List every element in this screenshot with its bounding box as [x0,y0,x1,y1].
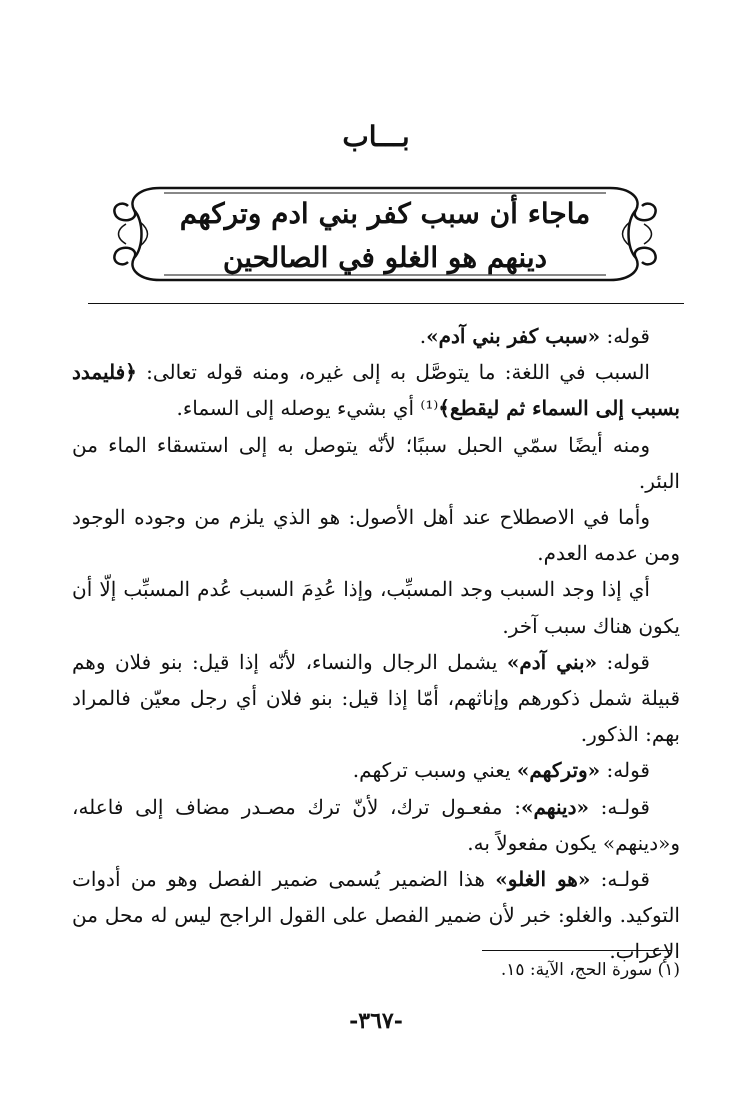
paragraph-text: أي إذا وجد السبب وجد المسبِّب، وإذا عُدِمَ السبب عُدم المسبِّب إلّا أن يكون هناك سبب آخر. [72,577,680,638]
title-divider [88,303,684,304]
paragraph-text: قوله: [600,324,650,348]
page-number: -٣٦٧- [349,1008,403,1034]
paragraph-bold: «سبب كفر بني آدم» [426,324,601,348]
footnote: (١) سورة الحج، الآية: ١٥. [500,960,680,980]
title-line-1: ماجاء أن سبب كفر بني ادم وتركهم [179,197,591,230]
chapter-title [160,192,610,280]
paragraph-text: قولـه: [588,794,650,819]
paragraph [72,499,680,571]
body-text [72,318,680,970]
paragraph [72,427,680,499]
paragraph-bold: «هو الغلو» [495,867,591,892]
paragraph [72,571,680,643]
paragraph-text: ومنه أيضًا سمّي الحبل سببًا؛ لأنّه يتوصل به إلى استسقاء الماء من البئر. [72,432,680,493]
paragraph [72,789,680,861]
paragraph-text: السبب في اللغة: ما يتوصَّل به إلى غيره، ومنه قوله تعالى: [136,360,650,385]
paragraph-text: قوله: [600,758,650,783]
paragraph-text: يعني وسبب تركهم. [352,758,517,783]
title-frame [100,180,670,288]
paragraph [72,354,680,426]
paragraph-bold: «وتركهم» [516,758,601,783]
quran-verse: ﴿فليمدد بسبب إلى السماء ثم ليقطع﴾ [72,360,680,421]
title-line-2: دينهم هو الغلو في الصالحين [222,241,548,274]
paragraph [72,318,680,354]
paragraph-text: قوله: [597,649,650,674]
paragraph-text: يشمل الرجال والنساء، لأنّه إذا قيل: بنو فلان وهم قبيلة شمل ذكورهم وإناثهم، أمّا إذا قيل: بنو فلان أي رجل معيّن فالمراد بهم: الذكور. [72,649,680,747]
paragraph [72,644,680,753]
paragraph-bold: «بني آدم» [506,649,598,674]
paragraph-text: هذا الضمير يُسمى ضمير الفصل وهو من أدوات التوكيد. والغلو: خبر لأن ضمير الفصل على القول الراجح ليس له محل من الإعراب. [72,867,680,964]
paragraph-bold: «دينهم» [520,794,589,819]
footnote-divider [482,950,672,951]
paragraph-text: : مفعـول ترك، لأنّ ترك مصـدر مضاف إلى فاعله، و«دينهم» يكون مفعولاً به. [72,794,680,855]
chapter-heading: بـــاب [342,120,410,153]
paragraph-text: ⁽¹⁾ أي بشيء يوصله إلى السماء. [176,396,439,421]
paragraph-text: قولـه: [590,867,650,892]
paragraph-text: وأما في الاصطلاح عند أهل الأصول: هو الذي يلزم من وجوده الوجود ومن عدمه العدم. [72,505,680,566]
paragraph [72,752,680,788]
paragraph [72,861,680,970]
paragraph-text: . [419,324,427,348]
